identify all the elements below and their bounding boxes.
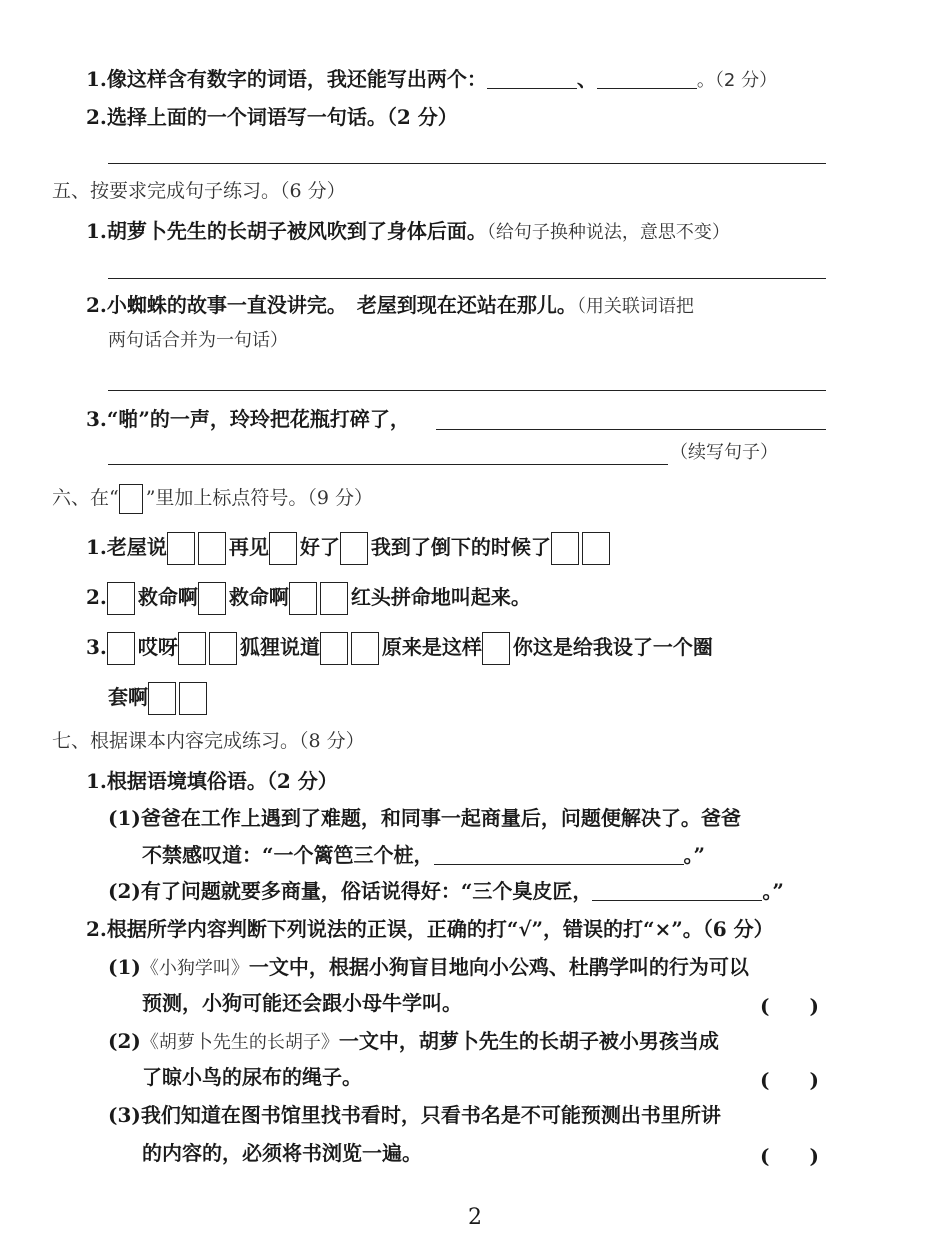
judgement-item-3 (108, 1102, 721, 1128)
question-number: 2. (86, 917, 107, 941)
judgement-item-2 (108, 1028, 719, 1056)
item-number: (2) (108, 1029, 141, 1053)
answer-blank[interactable] (487, 66, 577, 89)
sentence-part: 救命啊 (228, 585, 289, 609)
question-5-1 (86, 218, 730, 246)
answer-parentheses[interactable]: ( ) (760, 994, 819, 1018)
punctuation-box[interactable] (178, 632, 206, 665)
judgement-item-1-continued: 预测，小狗可能还会跟小母牛学叫。 (142, 991, 462, 1015)
punctuation-box[interactable] (551, 532, 579, 565)
question-6-3-continued (108, 680, 210, 715)
question-text: 像这样含有数字的词语，我还能写出两个： (106, 67, 487, 91)
page-number: 2 (468, 1205, 482, 1230)
question-number: 2. (86, 105, 107, 129)
punctuation-box[interactable] (582, 532, 610, 565)
separator: 、 (576, 67, 597, 91)
answer-line[interactable] (108, 390, 826, 391)
sentence-part: 不禁感叹道：“一个篱笆三个桩， (142, 843, 434, 867)
sentence-part: 。” (683, 843, 706, 867)
section-6-heading (52, 484, 373, 514)
heading-text: 六、在“ (52, 487, 119, 509)
question-4-2 (86, 104, 458, 130)
question-7-1 (86, 768, 338, 794)
question-text: 根据所学内容判断下列说法的正误，正确的打“√”，错误的打“×”。（6 分） (106, 917, 774, 941)
question-7-1-a-continued (142, 842, 705, 868)
judgement-item-2-continued: 了晾小鸟的尿布的绳子。 (142, 1065, 362, 1089)
question-text: 根据语境填俗语。（2 分） (106, 769, 338, 793)
section-7-heading: 七、根据课本内容完成练习。（8 分） (52, 730, 365, 752)
sentence-part: (2)有了问题就要多商量，俗话说得好：“三个臭皮匠， (108, 879, 593, 903)
item-text: 我们知道在图书馆里找书看时，只看书名是不可能预测出书里所讲 (140, 1103, 721, 1127)
answer-blank[interactable] (592, 878, 762, 901)
question-number: 1. (86, 219, 107, 243)
sentence-part: 。” (762, 879, 784, 903)
instruction-note-continued: 两句话合并为一句话） (108, 330, 288, 351)
question-6-1 (86, 530, 613, 565)
punctuation-box[interactable] (148, 682, 176, 715)
punctuation-box[interactable] (209, 632, 237, 665)
item-text: 一文中，根据小狗盲目地向小公鸡、杜鹃学叫的行为可以 (248, 955, 749, 979)
question-6-3 (86, 630, 713, 665)
answer-parentheses[interactable]: ( ) (760, 1068, 819, 1092)
book-title: 《小狗学叫》 (140, 958, 249, 979)
punctuation-box[interactable] (107, 582, 135, 615)
sentence-part: 再见 (228, 535, 269, 559)
answer-line[interactable] (436, 429, 826, 430)
sentence-part: 老屋说 (106, 535, 167, 559)
section-5-heading: 五、按要求完成句子练习。（6 分） (52, 180, 346, 202)
punctuation-box[interactable] (482, 632, 510, 665)
question-text: “啪”的一声，玲玲把花瓶打碎了， (106, 407, 410, 431)
answer-blank[interactable] (434, 842, 684, 865)
sentence-part: 红头拼命地叫起来。 (350, 585, 531, 609)
punctuation-box[interactable] (269, 532, 297, 565)
question-5-3 (86, 406, 410, 432)
question-7-1-a: (1)爸爸在工作上遇到了难题，和同事一起商量后，问题便解决了。爸爸 (108, 806, 741, 830)
question-text: 选择上面的一个词语写一句话。（2 分） (106, 105, 458, 129)
score-note: 。（2 分） (696, 70, 778, 91)
question-4-1 (86, 66, 777, 94)
instruction-note: （续写句子） (670, 442, 778, 463)
item-text: 一文中，胡萝卜先生的长胡子被小男孩当成 (338, 1029, 719, 1053)
sentence-part: 原来是这样 (381, 635, 482, 659)
question-number: 3. (86, 635, 107, 659)
item-number: (1) (108, 955, 141, 979)
judgement-item-1 (108, 954, 749, 982)
judgement-item-3-continued: 的内容的，必须将书浏览一遍。 (142, 1141, 422, 1165)
answer-line[interactable] (108, 464, 668, 465)
question-number: 1. (86, 67, 107, 91)
answer-blank[interactable] (597, 66, 697, 89)
sentence-part: 哎呀 (137, 635, 178, 659)
sentence-part: 狐狸说道 (239, 635, 320, 659)
item-number: (3) (108, 1103, 141, 1127)
punctuation-box[interactable] (320, 632, 348, 665)
answer-line[interactable] (108, 163, 826, 164)
book-title: 《胡萝卜先生的长胡子》 (140, 1032, 339, 1053)
question-7-1-b (108, 878, 784, 904)
question-number: 1. (86, 535, 107, 559)
sentence-part: 救命啊 (137, 585, 198, 609)
instruction-note: （用关联词语把 (576, 296, 694, 317)
question-number: 2. (86, 293, 107, 317)
punctuation-box[interactable] (340, 532, 368, 565)
heading-text: ”里加上标点符号。（9 分） (145, 487, 374, 509)
punctuation-box[interactable] (198, 582, 226, 615)
punctuation-box[interactable] (179, 682, 207, 715)
question-text: 胡萝卜先生的长胡子被风吹到了身体后面。 (106, 219, 487, 243)
punctuation-box[interactable] (107, 632, 135, 665)
question-number: 3. (86, 407, 107, 431)
sentence-part: 你这是给我设了一个圈 (512, 635, 713, 659)
punctuation-box[interactable] (351, 632, 379, 665)
punctuation-box[interactable] (289, 582, 317, 615)
question-7-2 (86, 916, 774, 942)
sentence-part: 好了 (299, 535, 340, 559)
answer-parentheses[interactable]: ( ) (760, 1144, 819, 1168)
answer-line[interactable] (108, 278, 826, 279)
sentence-part: 套啊 (108, 685, 148, 709)
question-number: 1. (86, 769, 107, 793)
sentence-part: 我到了倒下的时候了 (370, 535, 551, 559)
punctuation-box-sample (119, 484, 143, 514)
question-5-2 (86, 292, 694, 320)
question-6-2 (86, 580, 531, 615)
punctuation-box[interactable] (320, 582, 348, 615)
punctuation-box[interactable] (167, 532, 195, 565)
instruction-note: （给句子换种说法，意思不变） (486, 222, 730, 243)
punctuation-box[interactable] (198, 532, 226, 565)
question-text: 小蜘蛛的故事一直没讲完。 老屋到现在还站在那儿。 (106, 293, 577, 317)
question-number: 2. (86, 585, 107, 609)
